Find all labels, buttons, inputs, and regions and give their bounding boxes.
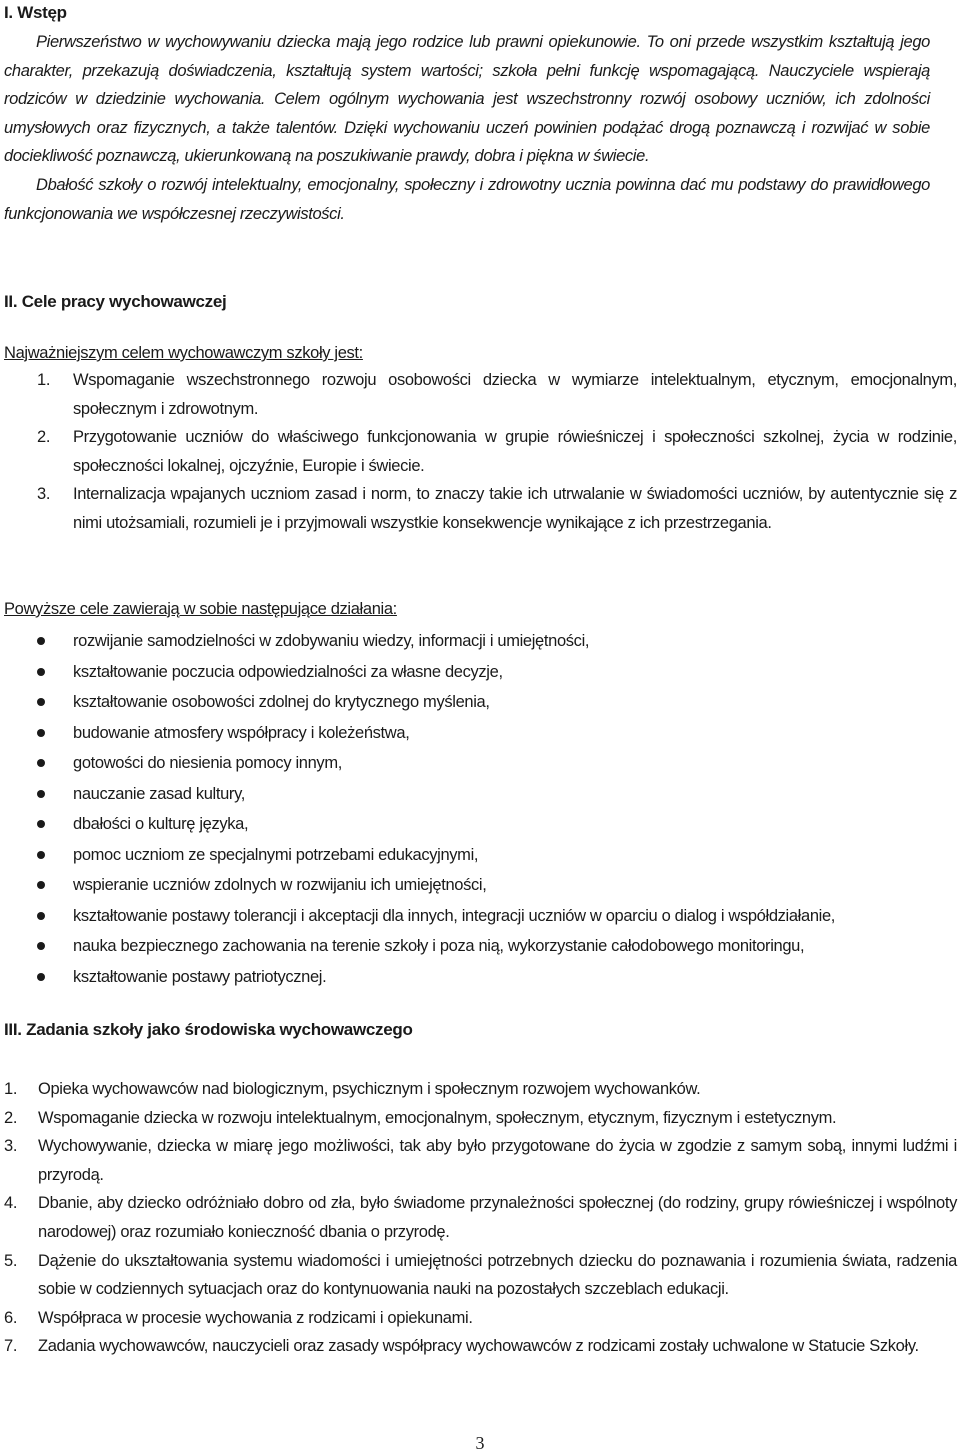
- bullet-icon: [37, 942, 45, 950]
- list-item: [4, 1075, 957, 1104]
- list-item-text: kształtowanie postawy patriotycznej.: [73, 967, 327, 986]
- bullet-icon: [37, 820, 45, 828]
- intro-paragraph-2: Dbałość szkoły o rozwój intelektualny, emocjonalny, społeczny i zdrowotny ucznia powinna dać mu podstawy do prawidłowego funkcjonowania we współczesnej rzeczywistości.: [4, 175, 930, 223]
- list-item-text: Zadania wychowawców, nauczycieli oraz zasady współpracy wychowawców z rodzicami zostały uchwalone w Statucie Szkoły.: [38, 1337, 919, 1356]
- list-item-text: rozwijanie samodzielności w zdobywaniu wiedzy, informacji i umiejętności,: [73, 632, 590, 650]
- list-item: [4, 748, 944, 779]
- list-item: [37, 480, 957, 537]
- list-item: [4, 901, 944, 932]
- list-item-text: kształtowanie postawy tolerancji i akceptacji dla innych, integracji uczniów w oparciu o dialog i współdziałanie,: [73, 906, 836, 925]
- list-item-text: Wspomaganie dziecka w rozwoju intelektualnym, emocjonalnym, społecznym, etycznym, fizycznym i estetycznym.: [38, 1108, 837, 1127]
- list-item-number: 2.: [4, 1108, 18, 1127]
- list-item-text: Opieka wychowawców nad biologicznym, psychicznym i społecznym rozwojem wychowanków.: [38, 1080, 701, 1098]
- list-item-text: Wychowywanie, dziecka w miarę jego możliwości, tak aby było przygotowane do życia w zgodzie z samym sobą, innymi ludźmi i przyrodą.: [38, 1137, 957, 1184]
- bullet-icon: [37, 790, 45, 798]
- list-item-text: kształtowanie poczucia odpowiedzialności za własne decyzje,: [73, 662, 503, 681]
- list-item-text: gotowości do niesienia pomocy innym,: [73, 754, 342, 772]
- list-item: [4, 840, 944, 871]
- intro-text: [4, 28, 930, 228]
- bullet-icon: [37, 729, 45, 737]
- bullet-icon: [37, 698, 45, 706]
- list-item-number: 2.: [37, 428, 51, 447]
- list-item-text: nauka bezpiecznego zachowania na terenie szkoły i poza nią, wykorzystanie całodobowego monitoringu,: [73, 937, 805, 955]
- list-item-text: Przygotowanie uczniów do właściwego funkcjonowania w grupie rówieśniczej i społeczności szkolnej, życia w rodzinie, społeczności lokalnej, ojczyźnie, Europie i świecie.: [73, 428, 957, 475]
- list-item: [4, 1332, 957, 1361]
- list-item-text: dbałości o kulturę języka,: [73, 815, 249, 833]
- bullet-icon: [37, 637, 45, 645]
- list-item-text: Współpraca w procesie wychowania z rodzicami i opiekunami.: [38, 1308, 473, 1327]
- list-item-text: pomoc uczniom ze specjalnymi potrzebami edukacyjnymi,: [73, 845, 479, 864]
- list-item-text: nauczanie zasad kultury,: [73, 784, 245, 803]
- list-item-text: Internalizacja wpajanych uczniom zasad i norm, to znaczy takie ich utrwalanie w świadomości uczniów, by autentycznie się z nimi utożsamiali, rozumieli je i przyjmowali wszystkie konsekwencje wynikające z ich przestrzegania.: [73, 485, 957, 532]
- list-item-number: 1.: [37, 371, 51, 389]
- page-number: 3: [475, 1433, 485, 1453]
- list-item: [37, 366, 957, 423]
- tasks-list: [4, 1075, 957, 1361]
- list-item: [4, 931, 944, 962]
- list-item-number: 6.: [4, 1308, 18, 1327]
- bullet-icon: [37, 973, 45, 981]
- list-item: [4, 1247, 957, 1304]
- bullet-icon: [37, 912, 45, 920]
- list-item: [37, 423, 957, 480]
- list-item: [4, 1132, 957, 1189]
- list-item-number: 4.: [4, 1194, 18, 1213]
- list-item-number: 1.: [4, 1080, 18, 1098]
- actions-list: [4, 626, 944, 992]
- bullet-icon: [37, 759, 45, 767]
- section-1-heading: I. Wstęp: [4, 3, 67, 22]
- goals-list: [37, 366, 957, 538]
- list-item: [4, 1304, 957, 1333]
- bullet-icon: [37, 881, 45, 889]
- section-2-heading: II. Cele pracy wychowawczej: [4, 292, 227, 311]
- list-item: [4, 809, 944, 840]
- list-item-text: Wspomaganie wszechstronnego rozwoju osobowości dziecka w wymiarze intelektualnym, etycznym, emocjonalnym, społecznym i zdrowotnym.: [73, 371, 957, 418]
- list-item: [4, 657, 944, 688]
- list-item: [4, 779, 944, 810]
- list-item-text: Dążenie do ukształtowania systemu wiadomości i umiejętności potrzebnych dziecku do poznawania i rozumienia świata, radzenia sobie w codziennych sytuacjach oraz do kontynuowania nauki na pozostałych szczeblach edukacji.: [38, 1251, 957, 1299]
- bullet-icon: [37, 851, 45, 859]
- list-item-text: kształtowanie osobowości zdolnej do krytycznego myślenia,: [73, 693, 490, 711]
- actions-label: Powyższe cele zawierają w sobie następujące działania:: [4, 600, 397, 618]
- list-item: [4, 870, 944, 901]
- list-item-text: Dbanie, aby dziecko odróżniało dobro od zła, było świadome przynależności społecznej (do rodziny, grupy rówieśniczej i wspólnoty narodowej) oraz rozumiało konieczność dbania o przyrodę.: [38, 1194, 957, 1241]
- bullet-icon: [37, 668, 45, 676]
- list-item-number: 3.: [4, 1137, 18, 1156]
- list-item: [4, 687, 944, 718]
- list-item-text: wspieranie uczniów zdolnych w rozwijaniu ich umiejętności,: [73, 876, 487, 894]
- list-item-number: 7.: [4, 1337, 18, 1356]
- section-3-heading: III. Zadania szkoły jako środowiska wychowawczego: [4, 1020, 413, 1039]
- list-item: [4, 718, 944, 749]
- list-item: [4, 626, 944, 657]
- list-item-number: 3.: [37, 485, 51, 504]
- list-item: [4, 1104, 957, 1133]
- list-item: [4, 962, 944, 993]
- list-item: [4, 1189, 957, 1246]
- list-item-text: budowanie atmosfery współpracy i koleżeństwa,: [73, 723, 410, 742]
- goals-label: Najważniejszym celem wychowawczym szkoły jest:: [4, 344, 363, 362]
- intro-paragraph-1: Pierwszeństwo w wychowywaniu dziecka mają jego rodzice lub prawni opiekunowie. To oni przede wszystkim kształtują jego charakter, przekazują doświadczenia, kształtują system wartości; szkoła pełni funkcję wspomagającą. Nauczyciele wspierają rodziców w dziedzinie wychowania. Celem ogólnym wychowania jest wszechstronny rozwój osobowy uczniów, ich zdolności umysłowych oraz fizycznych, a także talentów. Dzięki wychowaniu uczeń powinien podążać drogą poznawczą i rozwijać w sobie dociekliwość poznawczą, ukierunkowaną na poszukiwanie prawdy, dobra i piękna w świecie.: [4, 33, 930, 166]
- list-item-number: 5.: [4, 1251, 18, 1270]
